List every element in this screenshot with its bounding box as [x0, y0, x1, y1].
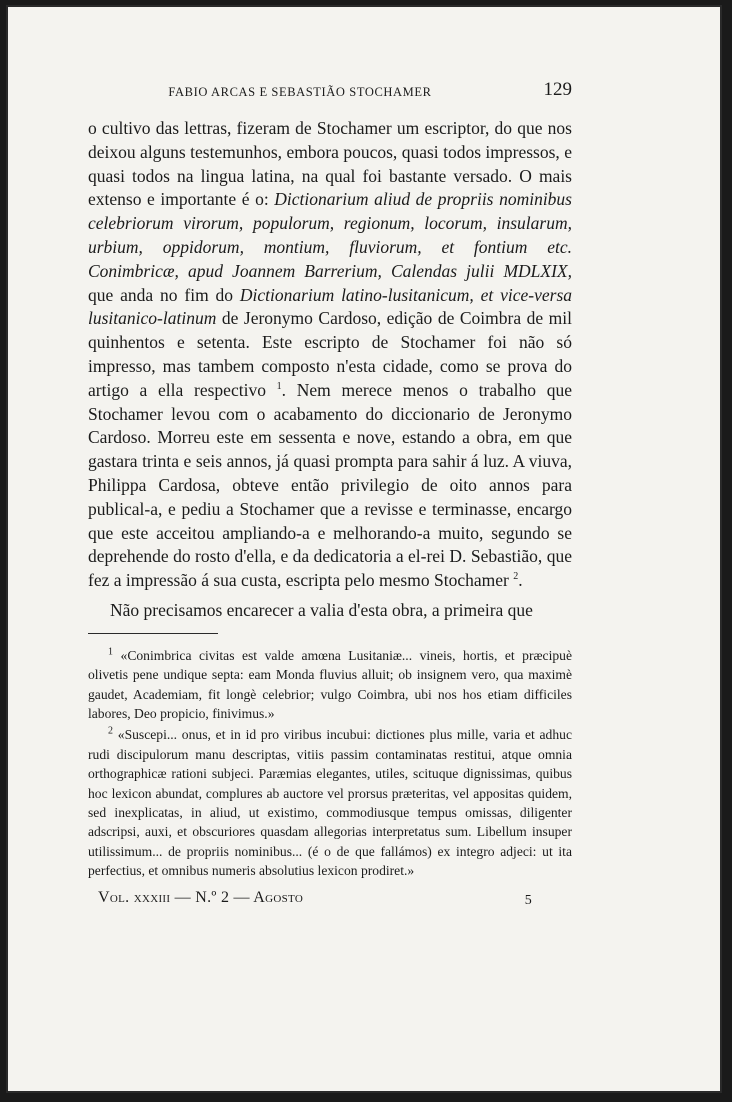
footnote-2	[88, 725, 572, 880]
page-content	[88, 77, 572, 915]
footnote-marker-1: 1	[108, 646, 113, 658]
page-footer	[88, 887, 572, 915]
running-title: FABIO ARCAS E SEBASTIÃO STOCHAMER	[168, 85, 432, 99]
footnote-1	[88, 646, 572, 724]
footnotes	[88, 646, 572, 881]
italic-title-dictionarium-aliud: Dictionarium aliud de propriis nominibus celebriorum virorum, populorum, regionum, locorum, insularum, urbium, oppidorum, montium, fluviorum, et fontium etc. Conimbricæ, apud Joannem Barrerium, Calendas julii MDLXIX,	[88, 189, 572, 281]
footnote-divider	[88, 633, 218, 634]
footnote-1-text: «Conimbrica civitas est valde amœna Lusitaniæ... vineis, hortis, et præcipuè olivetis pene undique septa: eam Monda fluvius alluit; ob insignem vero, qua maximè gaudet, Academiam, fit longè celebrior; vulgo Coimbra, ubi nos hos etiam difficiles labores, Deo propicio, finivimus.»	[88, 647, 572, 721]
paragraph-1-part-b: que anda no fim do	[88, 284, 240, 305]
footnote-marker-2: 2	[108, 725, 113, 737]
footnote-ref-2[interactable]: 2	[513, 571, 519, 583]
paragraph-1	[88, 117, 572, 593]
document-page	[6, 5, 722, 1093]
footnote-ref-1[interactable]: 1	[276, 380, 282, 392]
main-text	[88, 117, 572, 623]
paragraph-2: Não precisamos encarecer a valia d'esta obra, a primeira que	[110, 599, 533, 620]
printer-signature: 5	[524, 892, 532, 908]
paragraph-1-part-e: .	[518, 570, 523, 591]
page-number: 129	[543, 79, 572, 100]
paragraph-1-part-d: . Nem merece menos o trabalho que Stochamer levou com o acabamento do diccionario de Jeronymo Cardoso. Morreu este em sessenta e nove, estando a obra, em que gastara trinta e seis annos, já quasi prompta para sahir á luz. A viuva, Philippa Cardosa, obteve então privilegio de oito annos para publical-a, e pediu a Stochamer que a revisse e terminasse, encargo que este acceitou ampliando-a e melhorando-a muito, segundo se deprehende do rosto d'ella, e da dedicatoria a el-rei D. Sebastião, que fez a impressão á sua custa, escripta pelo mesmo Stochamer	[88, 379, 572, 591]
running-header	[88, 77, 572, 107]
footnote-2-text: «Suscepi... onus, et in id pro viribus incubui: dictiones plus mille, varia et adhuc rudi discipulorum manu descriptas, vitiis passim contaminatas restitui, atque omnia orthographicæ rationi subjeci. Paræmias elegantes, utiles, scituque dignissimas, quibus hoc lexicon abundat, complures ab auctore vel prorsus præteritas, vel appositas quidem, sed inexplicatas, in aliud, ut existimo, commodiusque tempus omissas, diligenter adscripsi, auxi, et obscuriores quasdam allegorias interpretatus sum. Libellum insuper utilissimum... de propriis nominibus... (é o de que fallámos) ex integro adjeci: ut ita perfectius, et omnibus numeris absolutius lexicon prodiret.»	[88, 727, 572, 879]
volume-issue-line: Vol. xxxiii — N.º 2 — Agosto	[98, 888, 304, 906]
paragraph-1-part-a: o cultivo das lettras, fizeram de Stochamer um escriptor, do que nos deixou alguns testemunhos, embora poucos, quasi todos impressos, e quasi todos na lingua latina, na qual foi bastante versado. O mais extenso e importante é o:	[88, 118, 572, 210]
paragraph-1-part-c: de Jeronymo Cardoso, edição de Coimbra de mil quinhentos e setenta. Este escripto de Stochamer foi não só impresso, mas tambem composto n'esta cidade, como se prova do artigo a ella respectivo	[88, 308, 572, 400]
italic-title-dictionarium-latino: Dictionarium latino-lusitanicum, et vice-versa lusitanico-latinum	[88, 284, 573, 329]
